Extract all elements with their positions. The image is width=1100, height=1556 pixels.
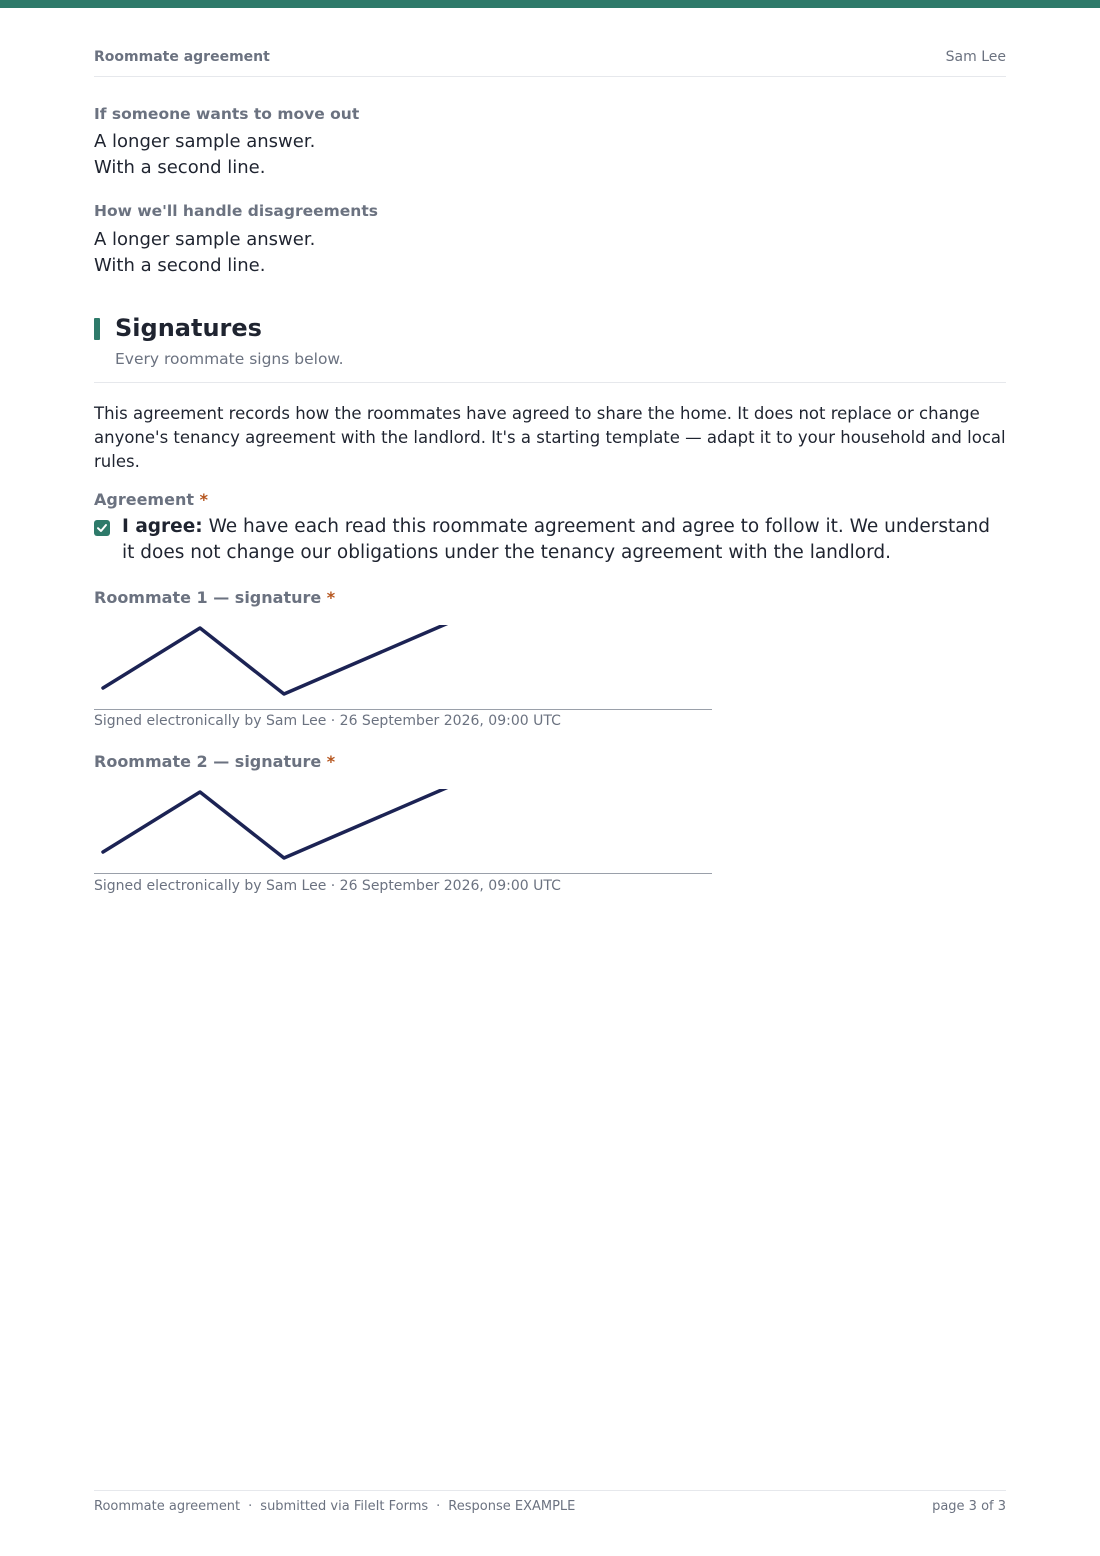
page-footer	[94, 1490, 1006, 1521]
footer-left	[94, 1499, 575, 1514]
agreement-label-text: Agreement	[94, 490, 194, 509]
signature-label	[94, 752, 335, 771]
section-title: Signatures	[115, 314, 262, 342]
header-doc-title: Roommate agreement	[94, 49, 270, 65]
signature-meta: Signed electronically by Sam Lee · 26 September 2026, 09:00 UTC	[94, 878, 561, 894]
answer-line: With a second line.	[94, 255, 266, 276]
signature-drawing	[94, 789, 712, 873]
signature-pad[interactable]	[94, 789, 712, 874]
agreement-lead: I agree:	[122, 516, 203, 537]
question-label: How we'll handle disagreements	[94, 202, 378, 220]
footer-response: Response EXAMPLE	[448, 1499, 576, 1514]
signature-label-text: Roommate 1 — signature	[94, 588, 322, 607]
agreement-body: We have each read this roommate agreement and agree to follow it. We understand it does not change our obligations under the tenancy agreement with the landlord.	[122, 516, 991, 563]
answer-line: With a second line.	[94, 157, 266, 178]
section-signatures	[94, 316, 1006, 383]
footer-submitted: submitted via FileIt Forms	[260, 1499, 429, 1514]
signature-label-text: Roommate 2 — signature	[94, 752, 322, 771]
question-answer	[94, 227, 315, 279]
question-label: If someone wants to move out	[94, 105, 360, 123]
footer-separator: ·	[248, 1499, 253, 1514]
question-answer	[94, 129, 315, 181]
footer-page-number: page 3 of 3	[932, 1499, 1006, 1514]
signature-pad[interactable]	[94, 625, 712, 710]
check-icon	[96, 522, 108, 534]
required-mark: *	[326, 588, 336, 607]
answer-line: A longer sample answer.	[94, 131, 316, 152]
agreement-label	[94, 490, 208, 509]
running-header	[94, 48, 1006, 77]
answer-line: A longer sample answer.	[94, 229, 316, 250]
signature-meta: Signed electronically by Sam Lee · 26 September 2026, 09:00 UTC	[94, 713, 561, 729]
footer-doc-title: Roommate agreement	[94, 1499, 241, 1514]
required-mark: *	[326, 752, 336, 771]
header-author: Sam Lee	[945, 49, 1006, 65]
section-subtitle: Every roommate signs below.	[115, 350, 344, 368]
agreement-text	[122, 514, 1006, 566]
signature-drawing	[94, 625, 712, 709]
signature-label	[94, 588, 335, 607]
intro-paragraph: This agreement records how the roommates have agreed to share the home. It does not replace or change anyone's tenancy agreement with the landlord. It's a starting template — adapt it to your household and local rules.	[94, 404, 1006, 471]
required-mark: *	[199, 490, 208, 509]
agree-checkbox[interactable]	[94, 520, 110, 536]
section-accent-bar	[94, 318, 100, 340]
footer-separator: ·	[436, 1499, 441, 1514]
top-accent-bar	[0, 0, 1100, 8]
